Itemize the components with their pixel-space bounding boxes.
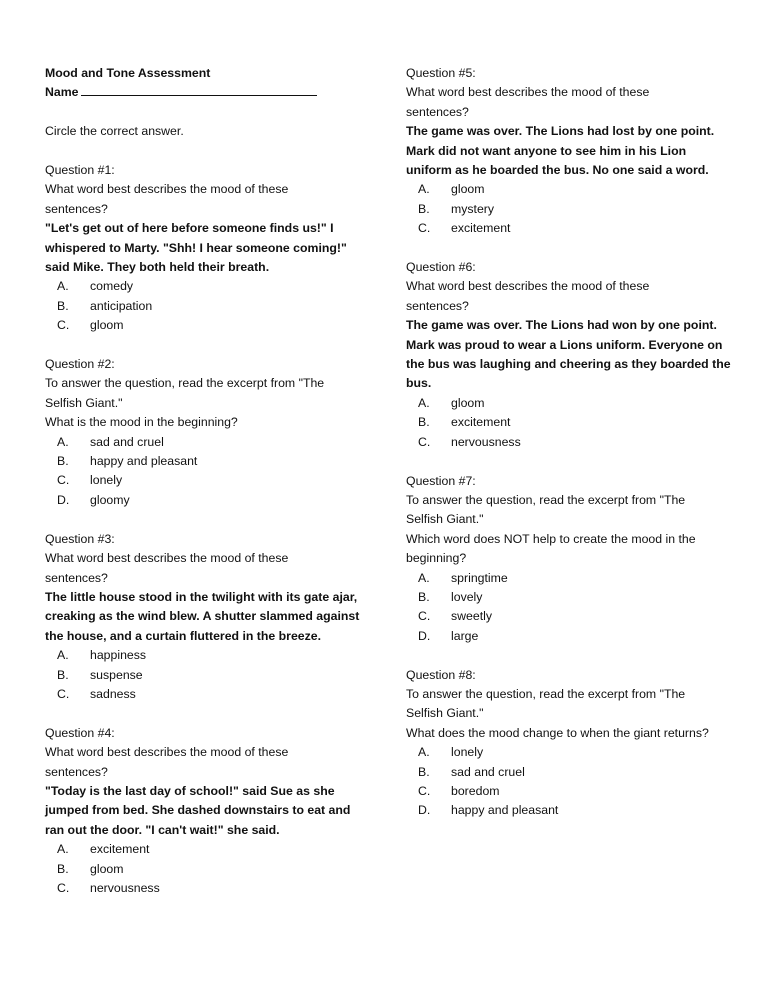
option-text: comedy [90,279,134,294]
option-text: lonely [90,473,123,488]
option-text: nervousness [451,434,521,449]
question-5 [406,64,731,239]
question-8-prompt: To answer the question, read the excerpt from "The [406,686,686,701]
question-spacer [45,510,363,529]
question-7-heading: Question #7: [406,473,476,488]
option-text: anticipation [90,298,153,313]
question-6-passage: the bus was laughing and cheering as they boarded the [406,357,731,372]
option-letter: C. [57,880,70,895]
option-letter: C. [418,609,431,624]
option-letter: C. [418,434,431,449]
question-8-option-a[interactable] [406,743,731,762]
question-8-heading: Question #8: [406,667,476,682]
question-1-prompt: sentences? [45,201,108,216]
question-3-passage: creaking as the wind blew. A shutter slammed against [45,609,360,624]
question-spacer [406,239,731,258]
question-3-passage: the house, and a curtain fluttered in the breeze. [45,628,322,643]
question-4 [45,724,363,899]
question-1-passage: "Let's get out of here before someone finds us!" I [45,221,334,236]
question-1-option-b[interactable] [45,297,363,316]
option-text: lonely [451,745,484,760]
question-1 [45,161,363,336]
question-6-heading: Question #6: [406,260,476,275]
option-letter: A. [418,395,430,410]
option-text: happy and pleasant [90,454,198,469]
option-text: gloomy [90,492,130,507]
question-6-passage: Mark was proud to wear a Lions uniform. Everyone on [406,337,723,352]
question-5-option-c[interactable] [406,219,731,238]
question-7-option-a[interactable] [406,569,731,588]
right-column [406,64,731,821]
option-letter: C. [418,221,431,236]
option-text: springtime [451,570,508,585]
question-1-heading: Question #1: [45,163,115,177]
question-6-prompt: sentences? [406,298,469,313]
name-blank-line[interactable] [81,83,317,96]
option-letter: A. [57,648,69,663]
option-text: excitement [451,221,511,236]
question-6-prompt: What word best describes the mood of these [406,279,650,294]
option-letter: C. [418,783,431,798]
question-1-option-c[interactable] [45,316,363,335]
question-3-option-c[interactable] [45,685,363,704]
option-letter: B. [418,415,430,430]
question-5-option-b[interactable] [406,200,731,219]
question-spacer [406,452,731,471]
option-letter: C. [57,473,70,488]
question-4-prompt: sentences? [45,764,108,779]
option-text: gloom [451,182,485,197]
option-letter: B. [57,454,69,469]
question-1-option-a[interactable] [45,277,363,296]
question-3-heading: Question #3: [45,531,115,546]
question-4-option-a[interactable] [45,840,363,859]
option-text: gloom [451,395,485,410]
option-text: sadness [90,686,136,701]
question-7-prompt: Selfish Giant." [406,512,484,527]
option-letter: B. [418,201,430,216]
option-text: happy and pleasant [451,803,559,818]
question-2 [45,355,363,510]
option-text: happiness [90,648,147,663]
question-3-passage: The little house stood in the twilight with its gate ajar, [45,589,358,604]
name-label: Name [45,85,79,100]
left-column [45,64,363,898]
question-5-heading: Question #5: [406,66,476,80]
question-2-heading: Question #2: [45,357,115,372]
option-text: excitement [451,415,511,430]
instructions: Circle the correct answer. [45,124,184,139]
option-text: suspense [90,667,143,682]
question-4-passage: "Today is the last day of school!" said Sue as she [45,783,335,798]
question-1-passage: said Mike. They both held their breath. [45,260,270,275]
option-letter: D. [418,803,431,818]
option-letter: A. [418,570,430,585]
question-3-prompt: What word best describes the mood of these [45,551,289,566]
option-text: sad and cruel [90,434,164,449]
question-8-option-c[interactable] [406,782,731,801]
question-2-prompt: What is the mood in the beginning? [45,415,238,430]
question-8-option-b[interactable] [406,763,731,782]
question-7-option-c[interactable] [406,607,731,626]
option-letter: B. [418,764,430,779]
option-text: excitement [90,842,150,857]
question-spacer [45,336,363,355]
option-text: sweetly [451,609,493,624]
question-8-prompt: Selfish Giant." [406,706,484,721]
question-2-prompt: To answer the question, read the excerpt from "The [45,376,325,391]
question-spacer [45,704,363,723]
question-1-passage: whispered to Marty. "Shh! I hear someone coming!" [45,240,347,255]
question-5-prompt: sentences? [406,104,469,119]
question-4-passage: ran out the door. "I can't wait!" she said. [45,822,280,837]
option-letter: A. [57,842,69,857]
option-letter: A. [418,745,430,760]
question-4-prompt: What word best describes the mood of these [45,745,289,760]
question-3-option-b[interactable] [45,666,363,685]
question-6-passage: bus. [406,376,432,391]
question-4-option-b[interactable] [45,860,363,879]
question-5-passage: Mark did not want anyone to see him in his Lion [406,143,687,158]
option-text: lovely [451,589,483,604]
option-text: sad and cruel [451,764,525,779]
question-6-option-a[interactable] [406,394,731,413]
option-letter: C. [57,318,70,333]
question-2-option-c[interactable] [45,471,363,490]
question-6-option-c[interactable] [406,433,731,452]
option-text: mystery [451,201,495,216]
question-7-option-d[interactable] [406,627,731,646]
option-letter: C. [57,686,70,701]
option-text: large [451,628,479,643]
option-letter: B. [57,861,69,876]
question-2-option-d[interactable] [45,491,363,510]
question-5-prompt: What word best describes the mood of these [406,85,650,100]
option-letter: B. [57,667,69,682]
question-spacer [406,646,731,665]
assessment-title: Mood and Tone Assessment [45,66,211,80]
question-5-passage: The game was over. The Lions had lost by one point. [406,124,715,139]
option-letter: D. [57,492,70,507]
question-6 [406,258,731,452]
option-letter: A. [57,279,69,294]
question-2-prompt: Selfish Giant." [45,395,123,410]
option-letter: B. [57,298,69,313]
question-8 [406,666,731,821]
option-text: gloom [90,861,124,876]
question-3 [45,530,363,705]
question-5-passage: uniform as he boarded the bus. No one said a word. [406,163,709,178]
option-text: boredom [451,783,500,798]
option-text: nervousness [90,880,160,895]
question-7-prompt: Which word does NOT help to create the mood in the [406,531,696,546]
option-letter: D. [418,628,431,643]
option-letter: A. [57,434,69,449]
question-1-prompt: What word best describes the mood of these [45,182,289,197]
question-6-passage: The game was over. The Lions had won by one point. [406,318,717,333]
name-field[interactable] [45,83,363,102]
question-7-prompt: beginning? [406,551,467,566]
question-7-prompt: To answer the question, read the excerpt from "The [406,492,686,507]
option-letter: A. [418,182,430,197]
question-7 [406,472,731,647]
question-2-option-b[interactable] [45,452,363,471]
question-3-prompt: sentences? [45,570,108,585]
question-4-heading: Question #4: [45,725,115,740]
question-5-option-a[interactable] [406,180,731,199]
question-8-prompt: What does the mood change to when the giant returns? [406,725,709,740]
question-3-option-a[interactable] [45,646,363,665]
question-4-passage: jumped from bed. She dashed downstairs to eat and [45,803,351,818]
option-letter: B. [418,589,430,604]
question-2-option-a[interactable] [45,433,363,452]
option-text: gloom [90,318,124,333]
question-7-option-b[interactable] [406,588,731,607]
question-4-option-c[interactable] [45,879,363,898]
question-6-option-b[interactable] [406,413,731,432]
question-8-option-d[interactable] [406,801,731,820]
